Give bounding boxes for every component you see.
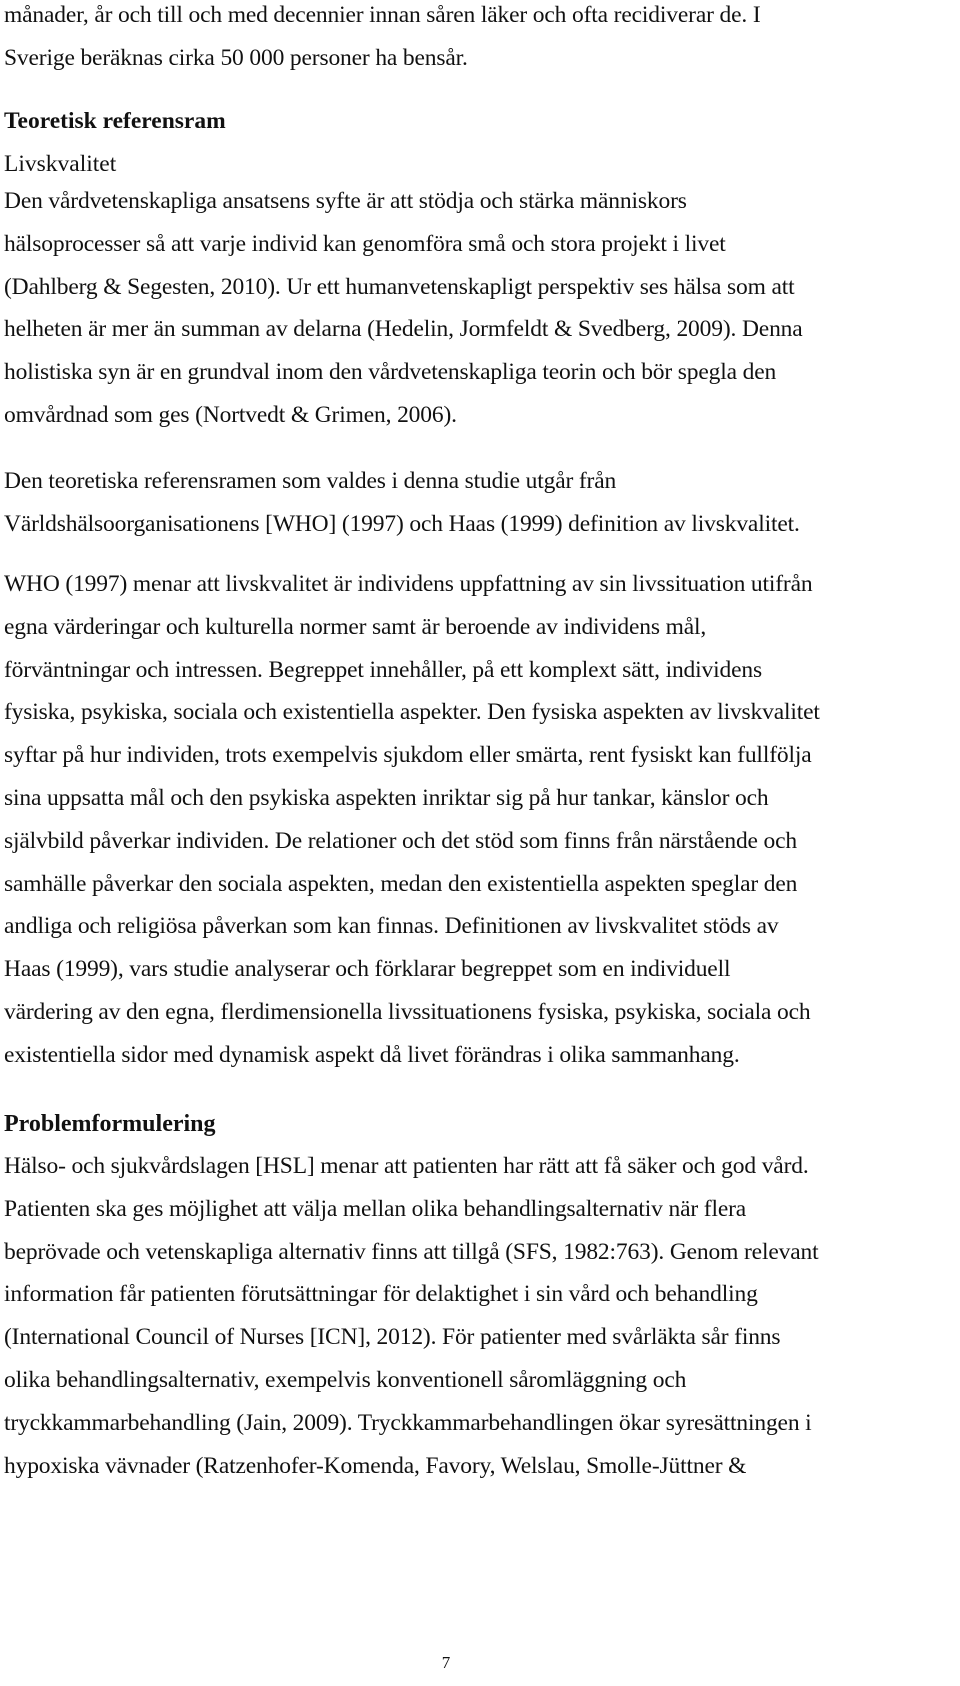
text-line: Sverige beräknas cirka 50 000 personer ha bensår. <box>4 44 468 71</box>
text-line: andliga och religiösa påverkan som kan finnas. Definitionen av livskvalitet stöds av <box>4 913 779 940</box>
text-line: Hälso- och sjukvårdslagen [HSL] menar att patienten har rätt att få säker och god vård. <box>4 1153 809 1179</box>
text-line: fysiska, psykiska, sociala och existentiella aspekter. Den fysiska aspekten av livskvalitet <box>4 699 820 726</box>
text-line: Haas (1999), vars studie analyserar och förklarar begreppet som en individuell <box>4 956 731 983</box>
text-line: (Dahlberg & Segesten, 2010). Ur ett humanvetenskapligt perspektiv ses hälsa som att <box>4 273 795 300</box>
text-line: Den vårdvetenskapliga ansatsens syfte är att stödja och stärka människors <box>4 188 687 214</box>
text-line: syftar på hur individen, trots exempelvis sjukdom eller smärta, rent fysiskt kan fullfölja <box>4 742 812 769</box>
text-line: beprövade och vetenskapliga alternativ finns att tillgå (SFS, 1982:763). Genom relevant <box>4 1238 819 1265</box>
page-number: 7 <box>441 1653 451 1672</box>
text-line: självbild påverkar individen. De relationer och det stöd som finns från närstående och <box>4 827 798 854</box>
text-line: helheten är mer än summan av delarna (Hedelin, Jormfeldt & Svedberg, 2009). Denna <box>4 316 803 343</box>
text-line: samhälle påverkar den sociala aspekten, medan den existentiella aspekten speglar den <box>4 870 798 897</box>
text-line: information får patienten förutsättningar för delaktighet i sin vård och behandling <box>4 1281 758 1308</box>
text-line: existentiella sidor med dynamisk aspekt då livet förändras i olika sammanhang. <box>4 1041 740 1068</box>
livskvalitet-paragraph-3 <box>4 563 956 1077</box>
problem-heading: Problemformulering <box>4 1111 216 1137</box>
text-line: sina uppsatta mål och den psykiska aspekten inriktar sig på hur tankar, känslor och <box>4 784 769 811</box>
sub-heading: Livskvalitet <box>4 151 117 177</box>
text-line: förväntningar och intressen. Begreppet innehåller, på ett komplext sätt, individens <box>4 656 762 683</box>
text-line: holistiska syn är en grundval inom den vårdvetenskapliga teorin och bör spegla den <box>4 359 777 386</box>
text-line: Patienten ska ges möjlighet att välja mellan olika behandlingsalternativ när flera <box>4 1195 747 1222</box>
text-line: tryckkammarbehandling (Jain, 2009). Tryckkammarbehandlingen ökar syresättningen i <box>4 1409 812 1436</box>
text-line: månader, år och till och med decennier innan såren läker och ofta recidiverar de. I <box>4 2 761 28</box>
livskvalitet-paragraph-1 <box>4 180 956 437</box>
intro-paragraph <box>4 0 956 80</box>
text-line: Den teoretiska referensramen som valdes i denna studie utgår från <box>4 468 617 494</box>
text-line: värdering av den egna, flerdimensionella livssituationens fysiska, psykiska, sociala och <box>4 998 811 1025</box>
section-heading: Teoretisk referensram <box>4 108 226 134</box>
text-line: omvårdnad som ges (Nortvedt & Grimen, 2006). <box>4 401 457 428</box>
livskvalitet-paragraph-2 <box>4 460 956 546</box>
text-line: hälsoprocesser så att varje individ kan genomföra små och stora projekt i livet <box>4 230 726 257</box>
text-line: WHO (1997) menar att livskvalitet är individens uppfattning av sin livssituation utifrån <box>4 571 813 597</box>
text-line: egna värderingar och kulturella normer samt är beroende av individens mål, <box>4 613 707 640</box>
text-line: (International Council of Nurses [ICN], 2012). För patienter med svårläkta sår finns <box>4 1324 781 1351</box>
problem-paragraph <box>4 1145 956 1487</box>
text-line: Världshälsoorganisationens [WHO] (1997) och Haas (1999) definition av livskvalitet. <box>4 510 800 537</box>
text-line: hypoxiska vävnader (Ratzenhofer-Komenda, Favory, Welslau, Smolle-Jüttner & <box>4 1452 747 1479</box>
text-line: olika behandlingsalternativ, exempelvis konventionell såromläggning och <box>4 1366 687 1393</box>
